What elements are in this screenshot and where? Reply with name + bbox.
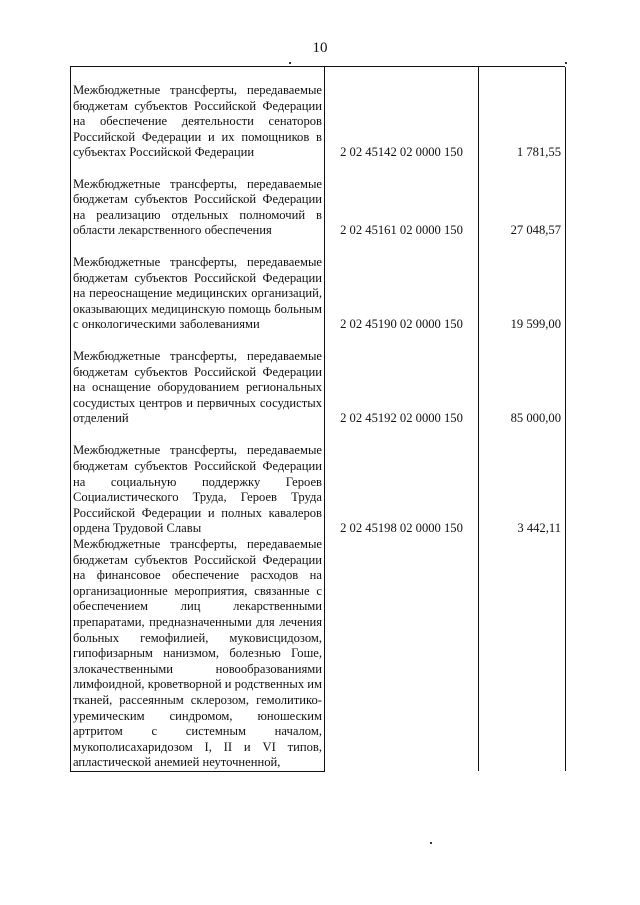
scan-speck [289, 62, 291, 64]
scan-speck [565, 62, 567, 64]
row-code [325, 537, 479, 771]
row-description: Межбюджетные трансферты, передаваемые бюджетам субъектов Российской Федерации на обеспечение деятельности сенаторов Российской Федерации и их помощников в субъектах Российской Федерации [71, 67, 325, 161]
table-row [71, 67, 566, 161]
row-amount: 27 048,57 [479, 161, 566, 239]
row-amount [479, 537, 566, 771]
row-code: 2 02 45142 02 0000 150 [325, 67, 479, 161]
row-description: Межбюджетные трансферты, передаваемые бюджетам субъектов Российской Федерации на переоснащение медицинских организаций, оказывающих медицинскую помощь больным с онкологическими заболеваниями [71, 239, 325, 333]
row-description: Межбюджетные трансферты, передаваемые бюджетам субъектов Российской Федерации на финансовое обеспечение расходов на организационные мероприятия, связанные с обеспечением лиц лекарственными препаратами, предназначенными для лечения больных гемофилией, муковисцидозом, гипофизарным нанизмом, болезнью Гоше, злокачественными новообразованиями лимфоидной, кроветворной и родственных им тканей, рассеянным склерозом, гемолитико-уремическим синдромом, юношеским артритом с системным началом, мукополисахаридозом I, II и VI типов, апластической анемией неуточненной, [71, 537, 325, 771]
table-row [71, 239, 566, 333]
row-amount: 3 442,11 [479, 427, 566, 537]
row-amount: 19 599,00 [479, 239, 566, 333]
table-row [71, 427, 566, 537]
row-description: Межбюджетные трансферты, передаваемые бюджетам субъектов Российской Федерации на реализацию отдельных полномочий в области лекарственного обеспечения [71, 161, 325, 239]
row-code: 2 02 45192 02 0000 150 [325, 333, 479, 427]
row-amount: 85 000,00 [479, 333, 566, 427]
row-code: 2 02 45198 02 0000 150 [325, 427, 479, 537]
row-description: Межбюджетные трансферты, передаваемые бюджетам субъектов Российской Федерации на оснащение оборудованием региональных сосудистых центров и первичных сосудистых отделений [71, 333, 325, 427]
budget-table [70, 67, 566, 772]
table-row [71, 161, 566, 239]
row-code: 2 02 45161 02 0000 150 [325, 161, 479, 239]
scan-speck [430, 842, 432, 844]
table-row [71, 537, 566, 771]
row-code: 2 02 45190 02 0000 150 [325, 239, 479, 333]
row-description: Межбюджетные трансферты, передаваемые бюджетам субъектов Российской Федерации на социальную поддержку Героев Социалистического Труда, Героев Труда Российской Федерации и полных кавалеров ордена Трудовой Славы [71, 427, 325, 537]
row-amount: 1 781,55 [479, 67, 566, 161]
page-number: 10 [312, 40, 328, 56]
table-row [71, 333, 566, 427]
